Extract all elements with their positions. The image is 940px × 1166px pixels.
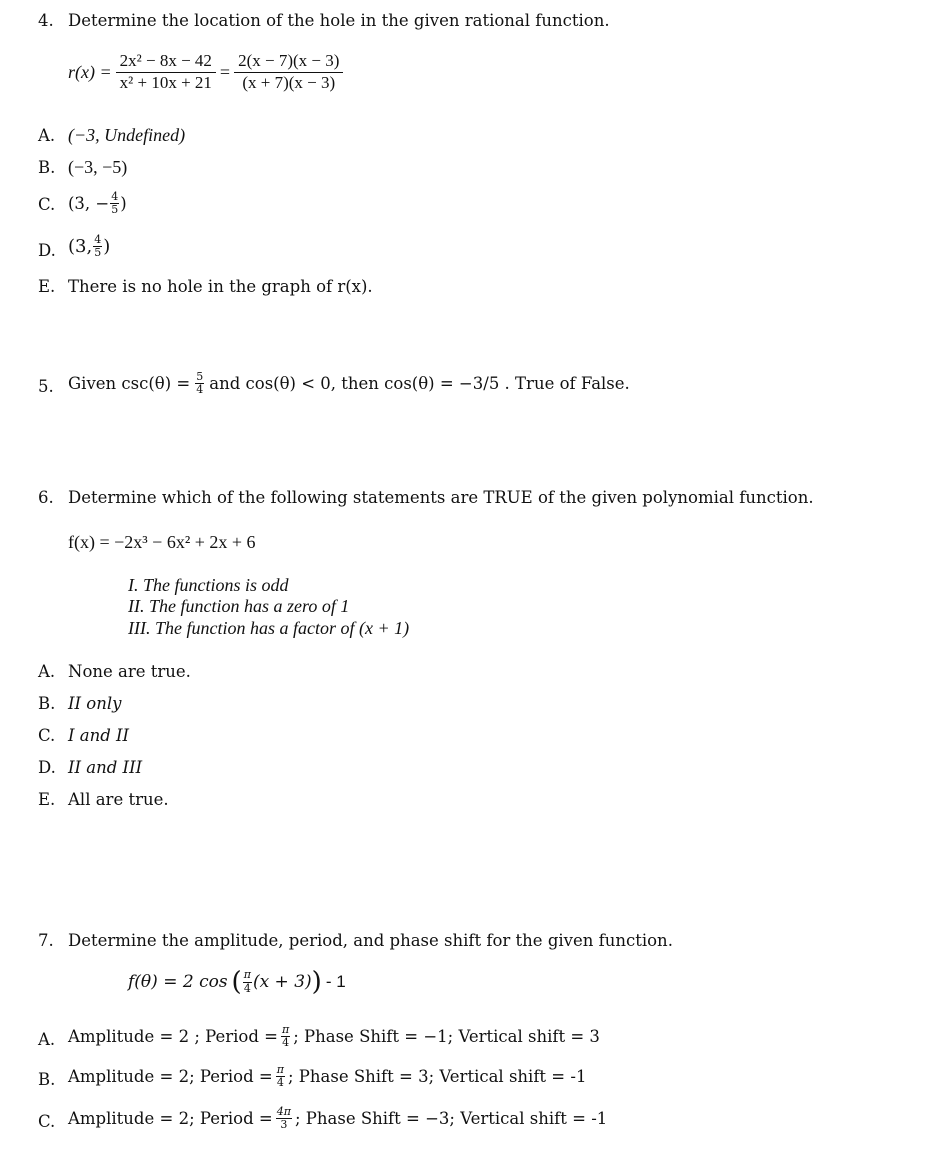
q7-func-post: - 1: [325, 972, 346, 991]
q5-fden: 4: [196, 383, 204, 397]
q7-option-c-pre: Amplitude = 2; Period =: [68, 1109, 273, 1129]
q7-option-b-post: ; Phase Shift = 3; Vertical shift = -1: [287, 1067, 587, 1087]
q6-option-c-letter: C.: [38, 726, 56, 745]
q7-option-b-fden: 4: [276, 1076, 284, 1090]
q5-fraction: [195, 371, 204, 396]
q6-option-c: I and II: [68, 726, 130, 745]
q7-option-c-post: ; Phase Shift = −3; Vertical shift = -1: [294, 1109, 608, 1129]
q7-func-fden: 4: [243, 981, 251, 995]
q7-open-paren: (: [231, 967, 242, 997]
q4-prompt: Determine the location of the hole in the given rational function.: [68, 11, 610, 30]
q6-prompt: Determine which of the following statements are TRUE of the given polynomial function.: [68, 488, 814, 507]
q7-option-c-fraction: [276, 1106, 292, 1131]
q7-option-c-fnum: 4π: [276, 1105, 291, 1118]
q4-option-c-fnum: 4: [111, 190, 119, 203]
q4-frac1-num: 2x² − 8x − 42: [116, 52, 216, 73]
q4-option-b-letter: B.: [38, 158, 56, 177]
q4-option-c-fraction: [110, 191, 119, 216]
q7-option-b-pre: Amplitude = 2; Period =: [68, 1067, 273, 1087]
q6-option-b-letter: B.: [38, 694, 56, 713]
q4-option-d-letter: D.: [38, 241, 56, 260]
q4-option-e-letter: E.: [38, 277, 56, 296]
q7-func-fnum: π: [243, 968, 251, 982]
q7-option-b-fraction: [276, 1064, 285, 1089]
q7-option-a-fraction: [281, 1024, 290, 1049]
q6-statement-1: I. The functions is odd: [128, 575, 289, 595]
q7-func-mid: (x + 3): [252, 972, 312, 992]
q5-post: and cos(θ) < 0, then cos(θ) = −3/5 . True of False.: [209, 374, 630, 394]
q6-option-a: None are true.: [68, 662, 191, 681]
q6-option-d: II and III: [68, 758, 143, 777]
q4-number: 4.: [38, 11, 54, 30]
q6-option-a-letter: A.: [38, 662, 56, 681]
q4-fraction-2: [234, 52, 343, 92]
q6-statement-3: III. The function has a factor of (x + 1): [128, 618, 410, 638]
q4-option-b: (−3, −5): [68, 157, 128, 177]
q7-option-a-letter: A.: [38, 1030, 56, 1049]
q4-equals: =: [219, 61, 231, 82]
q7-option-a-pre: Amplitude = 2 ; Period =: [68, 1027, 278, 1047]
q7-prompt: Determine the amplitude, period, and phase shift for the given function.: [68, 931, 673, 950]
q4-option-c-pre: (3, −: [68, 194, 110, 214]
q5-number: 5.: [38, 377, 54, 396]
q6-number: 6.: [38, 488, 54, 507]
q5-pre: Given csc(θ) =: [68, 374, 191, 394]
q7-option-c-letter: C.: [38, 1112, 56, 1131]
q7-option-b-fnum: π: [276, 1063, 284, 1076]
q4-option-d-post: ): [103, 236, 111, 258]
q6-option-e-letter: E.: [38, 790, 56, 809]
q4-option-d-pre: (3,: [68, 236, 93, 258]
q4-option-d-fraction: [93, 234, 102, 259]
q7-option-a-post: ; Phase Shift = −1; Vertical shift = 3: [293, 1027, 600, 1047]
q7-function: [128, 969, 346, 995]
q4-frac1-den: x² + 10x + 21: [119, 72, 212, 92]
q4-option-a-letter: A.: [38, 126, 56, 145]
q6-function: f(x) = −2x³ − 6x² + 2x + 6: [68, 532, 256, 552]
q4-fraction-1: [116, 52, 216, 92]
q7-close-paren: ): [311, 967, 322, 997]
q6-option-e: All are true.: [68, 790, 169, 809]
q7-func-pre: f(θ) = 2 cos: [128, 972, 228, 992]
q7-option-c-fden: 3: [280, 1118, 288, 1132]
q5-fnum: 5: [196, 370, 204, 383]
q6-option-b: II only: [68, 694, 122, 713]
q4-option-c: [68, 191, 127, 216]
q4-option-d-fden: 5: [94, 246, 102, 260]
q7-option-c: [68, 1106, 607, 1131]
q7-option-a-fden: 4: [282, 1036, 290, 1050]
q4-frac2-den: (x + 7)(x − 3): [242, 72, 336, 92]
q7-func-fraction: [243, 969, 252, 994]
q7-number: 7.: [38, 931, 54, 950]
q4-option-c-letter: C.: [38, 195, 56, 214]
q7-option-a-fnum: π: [281, 1023, 290, 1036]
q4-option-e: There is no hole in the graph of r(x).: [68, 277, 373, 296]
q4-option-c-fden: 5: [111, 203, 119, 217]
q6-statement-2: II. The function has a zero of 1: [128, 596, 350, 616]
q7-option-b-letter: B.: [38, 1070, 56, 1089]
q4-option-d: [68, 234, 110, 259]
q7-option-b: [68, 1064, 586, 1089]
q4-equation: [68, 52, 347, 92]
q7-option-a: [68, 1024, 600, 1049]
q4-frac2-num: 2(x − 7)(x − 3): [234, 52, 343, 73]
q4-lhs: r(x) =: [68, 61, 112, 82]
q5-text: [68, 371, 630, 396]
q6-option-d-letter: D.: [38, 758, 56, 777]
q4-option-c-post: ): [120, 194, 127, 214]
q4-option-d-fnum: 4: [94, 233, 102, 246]
q4-option-a: (−3, Undefined): [68, 125, 186, 145]
